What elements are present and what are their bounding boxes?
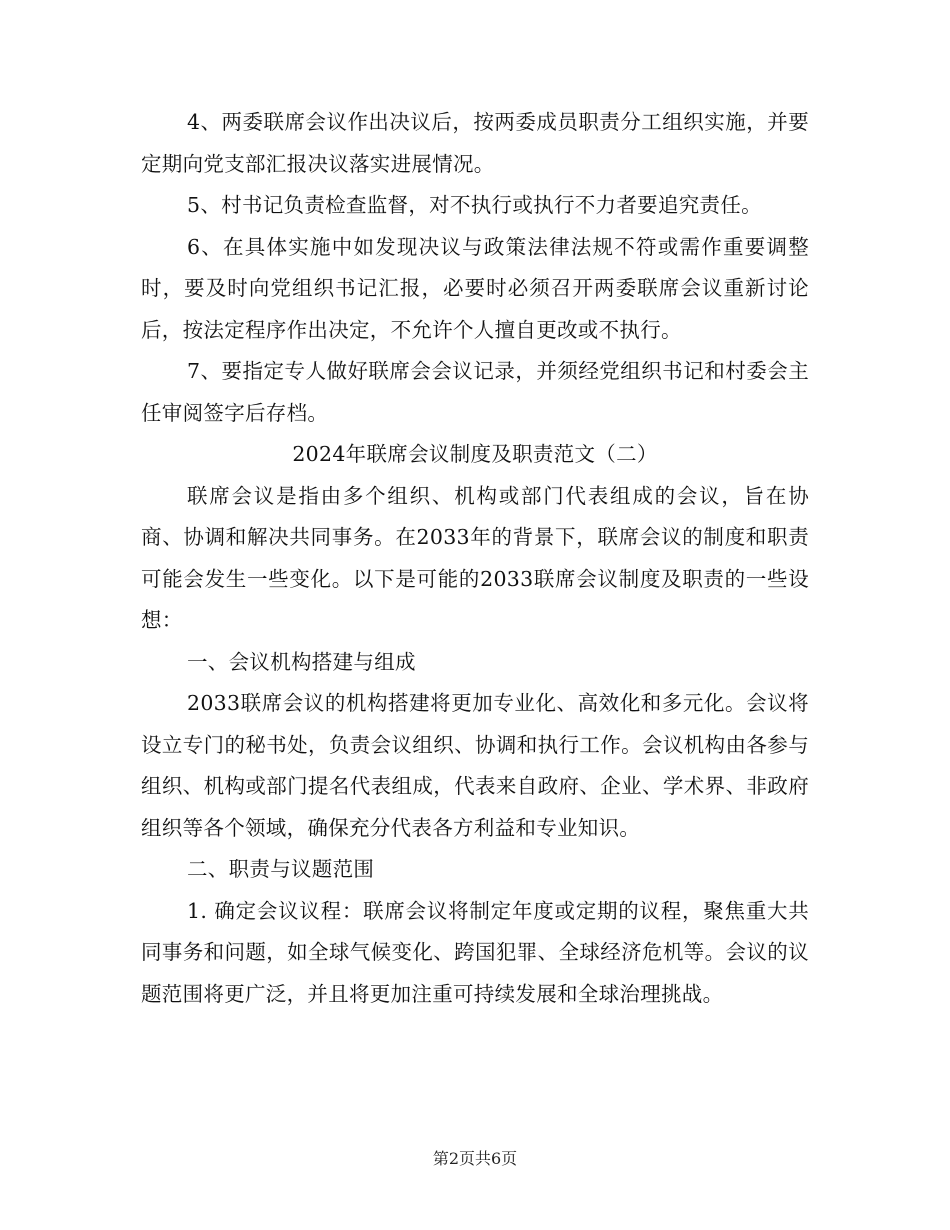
paragraph-structure: 2033联席会议的机构搭建将更加专业化、高效化和多元化。会议将设立专门的秘书处，负责会议组织、协调和执行工作。会议机构由各参与组织、机构或部门提名代表组成，代表来自政府、企业、学术界、非政府组织等各个领域，确保充分代表各方利益和专业知识。 — [141, 691, 809, 840]
paragraph-item-5: 5、村书记负责检查监督，对不执行或执行不力者要追究责任。 — [187, 193, 762, 217]
section-heading-1: 一、会议机构搭建与组成 — [187, 649, 416, 674]
page-number-footer: 第2页共6页 — [432, 1149, 518, 1168]
paragraph-item-4: 4、两委联席会议作出决议后，按两委成员职责分工组织实施，并要定期向党支部汇报决议落实进展情况。 — [141, 110, 809, 176]
paragraph-agenda: 1. 确定会议议程：联席会议将制定年度或定期的议程，聚焦重大共同事务和问题，如全球气候变化、跨国犯罪、全球经济危机等。会议的议题范围将更广泛，并且将更加注重可持续发展和全球治理挑战。 — [141, 898, 809, 1006]
section-heading-2: 二、职责与议题范围 — [187, 857, 375, 881]
section-title: 2024年联席会议制度及职责范文（二） — [292, 442, 658, 466]
paragraph-item-7: 7、要指定专人做好联席会会议记录，并须经党组织书记和村委会主任审阅签字后存档。 — [141, 359, 809, 425]
paragraph-intro: 联席会议是指由多个组织、机构或部门代表组成的会议，旨在协商、协调和解决共同事务。在2033年的背景下，联席会议的制度和职责可能会发生一些变化。以下是可能的2033联席会议制度及职责的一些设想： — [141, 483, 809, 632]
document-body — [141, 102, 809, 1015]
paragraph-item-6: 6、在具体实施中如发现决议与政策法律法规不符或需作重要调整时，要及时向党组织书记汇报，必要时必须召开两委联席会议重新讨论后，按法定程序作出决定，不允许个人擅自更改或不执行。 — [141, 234, 809, 342]
